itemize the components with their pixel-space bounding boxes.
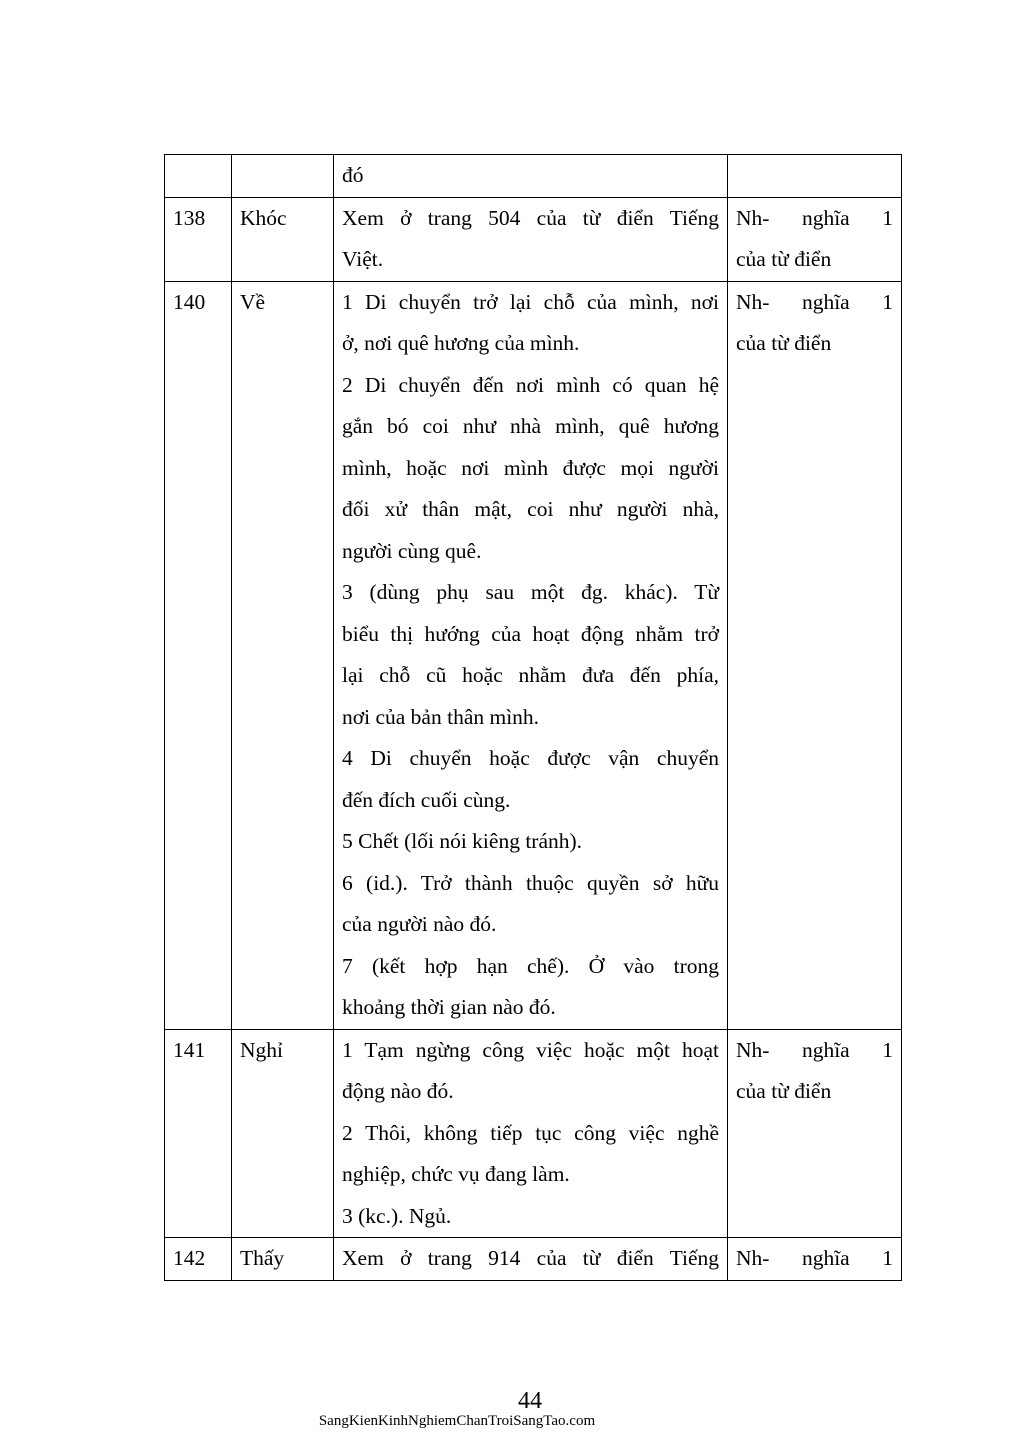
definition-line: Xem ở trang 914 của từ điển Tiếng	[342, 1246, 719, 1270]
num-cell: 141	[165, 1029, 232, 1238]
definition-line: lại chỗ cũ hoặc nhằm đưa đến phía,	[342, 663, 719, 687]
word-cell: Thấy	[232, 1238, 334, 1281]
note-line: Nh- nghĩa 1	[736, 205, 893, 230]
dictionary-table	[164, 154, 902, 1281]
num-cell	[165, 155, 232, 198]
definition-line: Việt.	[342, 247, 384, 271]
definition-line: 4 Di chuyển hoặc được vận chuyển	[342, 746, 719, 770]
definition-line: mình, hoặc nơi mình được mọi người	[342, 455, 719, 480]
definition-line: đối xử thân mật, coi như người nhà,	[342, 497, 719, 521]
note-line: Nh- nghĩa 1	[736, 1246, 893, 1270]
note-line: của từ điển	[736, 331, 832, 355]
definition-line: khoảng thời gian nào đó.	[342, 995, 556, 1019]
num-cell: 142	[165, 1238, 232, 1281]
definition-cell	[334, 197, 728, 281]
definition-line: 2 Di chuyển đến nơi mình có quan hệ	[342, 372, 719, 397]
word-cell	[232, 155, 334, 198]
num-cell: 140	[165, 281, 232, 1029]
definition-line: biểu thị hướng của hoạt động nhằm trở	[342, 621, 719, 646]
num-cell: 138	[165, 197, 232, 281]
site-watermark: SangKienKinhNghiemChanTroiSangTao.com	[318, 1413, 596, 1429]
table-row	[165, 1029, 902, 1238]
definition-cell	[334, 1029, 728, 1238]
definition-line: 1 Tạm ngừng công việc hoặc một hoạt	[342, 1037, 719, 1062]
word-cell: Về	[232, 281, 334, 1029]
definition-line: 5 Chết (lối nói kiêng tránh).	[342, 829, 583, 853]
table-row	[165, 281, 902, 1029]
word-cell: Nghỉ	[232, 1029, 334, 1238]
note-line: của từ điển	[736, 1079, 832, 1103]
note-line: của từ điển	[736, 247, 832, 271]
definition-line: nghiệp, chức vụ đang làm.	[342, 1162, 570, 1186]
definition-line: nơi của bản thân mình.	[342, 704, 540, 729]
note-cell	[728, 281, 902, 1029]
definition-cell	[334, 155, 728, 198]
note-cell	[728, 1238, 902, 1281]
definition-line: của người nào đó.	[342, 912, 497, 936]
definition-line: ở, nơi quê hương của mình.	[342, 331, 580, 355]
definition-line: đó	[342, 163, 364, 187]
definition-line: 7 (kết hợp hạn chế). Ở vào trong	[342, 953, 719, 978]
note-cell	[728, 197, 902, 281]
page-number: 44	[518, 1388, 542, 1414]
note-line: Nh- nghĩa 1	[736, 289, 893, 314]
definition-line: gắn bó coi như nhà mình, quê hương	[342, 414, 719, 438]
definition-cell	[334, 281, 728, 1029]
definition-line: động nào đó.	[342, 1079, 454, 1103]
note-line: Nh- nghĩa 1	[736, 1037, 893, 1062]
definition-line: 3 (kc.). Ngủ.	[342, 1203, 452, 1228]
definition-line: 6 (id.). Trở thành thuộc quyền sở hữu	[342, 870, 719, 895]
note-cell	[728, 155, 902, 198]
definition-line: 1 Di chuyển trở lại chỗ của mình, nơi	[342, 289, 719, 314]
definition-line: 2 Thôi, không tiếp tục công việc nghề	[342, 1120, 719, 1145]
definition-line: 3 (dùng phụ sau một đg. khác). Từ	[342, 580, 719, 604]
table-row-continuation	[165, 155, 902, 198]
note-cell	[728, 1029, 902, 1238]
table-row	[165, 1238, 902, 1281]
definition-line: Xem ở trang 504 của từ điển Tiếng	[342, 205, 719, 230]
table-row	[165, 197, 902, 281]
definition-line: đến đích cuối cùng.	[342, 787, 511, 812]
word-cell: Khóc	[232, 197, 334, 281]
definition-cell	[334, 1238, 728, 1281]
definition-line: người cùng quê.	[342, 538, 482, 563]
